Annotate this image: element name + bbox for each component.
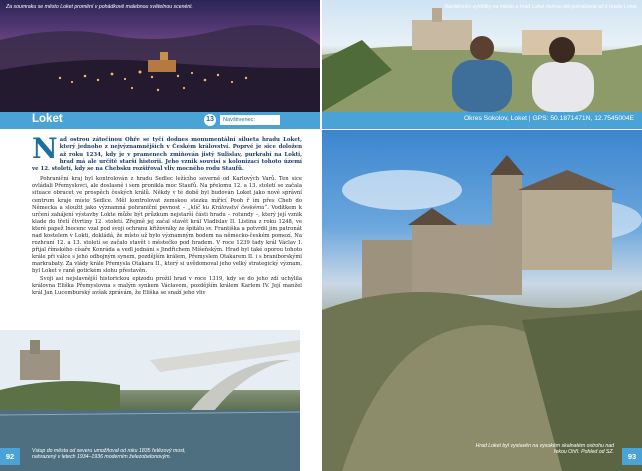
body-1-text: Pohraniční kraj byl kontrolován z hradu Sedlec ležícího severně od Karlových Varů. Ten sice ovládali Přemyslovci, ale doslasně i sem pronikla moc Staufů. Na přelomu 12. a 13. století se začala situace obracet ve prospěch českých králů. Někdy v té době byl budován Loket jako nové správní centrum kraje místo Sedlce. Měl kontrolovat zemskou stezku mířící Pooh ř ím přes Cheb do Německa a sloužit jako významná pohraniční pevnost – bbox=[32, 176, 302, 211]
lead-text: ad ostrou zátočinou Ohře se tyčí dodnes monumentální silueta hradu Loket, který jednoho z nejvýznamnějších v Českém království. Poprvé je sice doložen až roku 1234, kdy je v pramenech zmiňován jistý Sulislav, purkrabí na Lokti, hrad má ale určitě starší historii. Jeho vznik souvisí s kolonizací tohoto území ve 12. století, kdy se na Chebsku rozšiřoval vliv mocného rodu Staufů. bbox=[32, 137, 302, 172]
top-right-photo-caption: Návštěvníci vyhlídky na město a hrad Loket mohou dál pokračovat až k hradu Loket. bbox=[444, 4, 638, 10]
body-1-rest: . Vodítkem k určení zahájení výstavby Lokte může být průzkum nejstarší části hradu – rotundy –, který její vznik klade do třetí čtvrtiny 12. století. Zřejmě jej začal stavět král Vladislav II. Listina z roku 1248, ve které papež Inocenc vzal pod svoji ochranu křižovníky ze špitálu sv. Františka a potvrdil jim patronát nad kostelem v Lokti, dokládá, že místo už bylo významným bodem na německo-českém pomezí. Na rozhraní 12. a 13. století se začalo stavět i městečko pod hradem. V roce 1239 tady král Václav I. přijal římského císaře Konráda a vedl jednání s Jindřichem Míšeňským. Hrad byl také oporou tohoto krále při válce s jeho odbojným synem, pozdějším králem, Přemyslem Otakarem II. i s braniborskými markrabaty. Za vlády krále Přemysla Otakara II., který si uvědomoval jeho velký strategický význam, byl Loket v raně gotickém slohu přestavěn. bbox=[32, 204, 302, 275]
lead-paragraph bbox=[32, 132, 302, 173]
big-photo-caption: Hrad Loket byl vystavěn na vysokém skalnatém ostrohu nad řekou Ohří. Pohled od SZ. bbox=[475, 443, 614, 456]
body-paragraph-2: Svoji asi nejslavnější historickou epizodu prožil hrad v roce 1319, kdy se do jeho zdí uchýlila královna Eliška Přemyslovna s malým synkem Václavem, pozdějším králem Karlem IV. Její manžel král Jan Lucemburský avšak zprávám, že Eliška se snaží jeho vliv bbox=[32, 275, 302, 296]
drop-cap: N bbox=[32, 132, 58, 165]
top-left-photo-caption: Za soumraku se město Loket promění v pohádkově malebnou světelnou scenérii. bbox=[6, 4, 193, 10]
couple-viewpoint-illustration bbox=[322, 0, 642, 112]
body-1-quote: „klíč ku Království českému“ bbox=[187, 204, 268, 211]
castle-illustration bbox=[322, 130, 642, 471]
town-name: Loket bbox=[32, 113, 63, 125]
visit-label: Navštivenec: bbox=[220, 115, 280, 125]
right-page-number: 93 bbox=[622, 448, 642, 465]
viewpoint-couple-photo bbox=[322, 0, 642, 112]
bridge-river-photo bbox=[0, 330, 300, 471]
left-header-bar bbox=[0, 112, 320, 129]
right-header-bar bbox=[322, 112, 642, 129]
twilight-town-photo bbox=[0, 0, 320, 112]
bottom-left-photo-caption: Vstup do města od severu umožňoval od roku 1835 řetězový most, nahrazený v letech 1934–1936 moderním železobetonovým. bbox=[32, 448, 186, 461]
entry-number-badge: 13 bbox=[204, 114, 216, 126]
article-text bbox=[32, 132, 302, 297]
castle-rock-photo bbox=[322, 130, 642, 471]
town-night-illustration bbox=[0, 0, 320, 112]
left-page-number: 92 bbox=[0, 448, 20, 465]
location-gps: Okres Sokolov, Loket | GPS: 50.1871471N, 12.7545004E bbox=[463, 115, 634, 122]
body-paragraph-1 bbox=[32, 176, 302, 275]
